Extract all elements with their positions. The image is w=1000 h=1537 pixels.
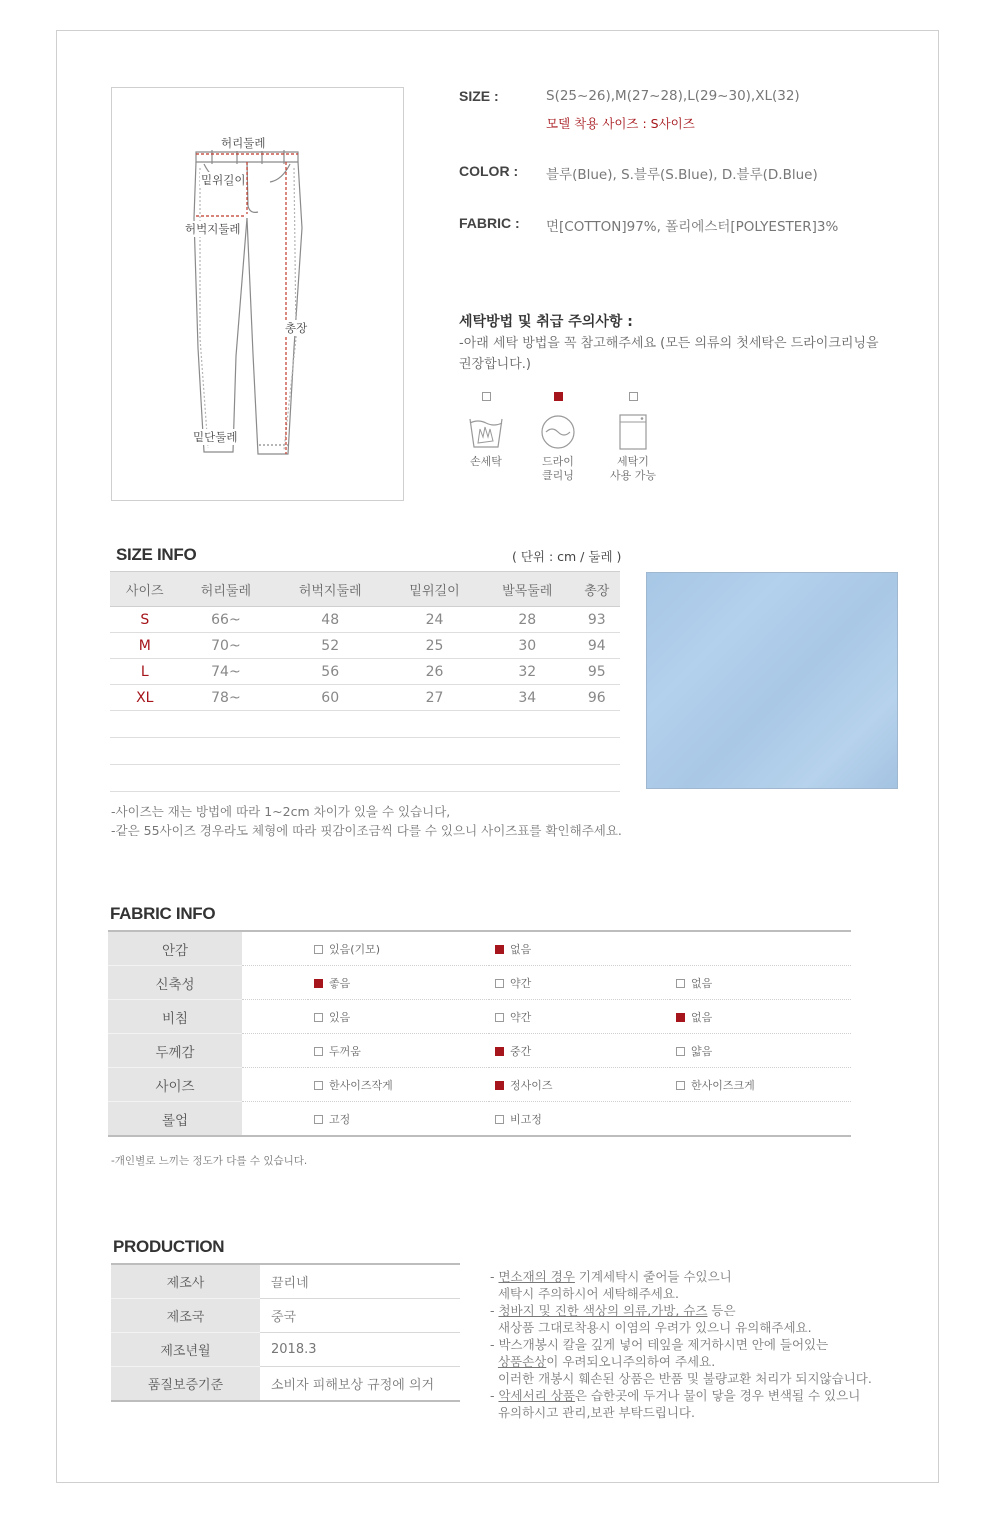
- fabric-row: [108, 1000, 851, 1034]
- care-item-washing-machine: 세탁기 사용 가능: [593, 392, 673, 483]
- production-label: 제조사: [111, 1264, 260, 1299]
- production-note-line: 새상품 그대로착용시 이염의 우려가 있으니 유의해주세요.: [497, 1320, 812, 1335]
- option-checkbox: [495, 1115, 504, 1124]
- table-row-empty: [110, 738, 620, 765]
- fabric-row: [108, 931, 851, 966]
- fabric-value: 면[COTTON]97%, 폴리에스터[POLYESTER]3%: [546, 219, 839, 235]
- fabric-option: 얇음: [670, 1034, 851, 1068]
- production-row: [111, 1367, 460, 1402]
- production-value: 2018.3: [260, 1333, 460, 1367]
- table-cell: 60: [272, 685, 388, 711]
- fabric-option: 한사이즈크게: [670, 1068, 851, 1102]
- fabric-option: 있음(기모): [308, 931, 489, 966]
- production-label: 제조국: [111, 1299, 260, 1333]
- production-label: 품질보증기준: [111, 1367, 260, 1402]
- header-cell: 총장: [574, 572, 620, 607]
- production-note-line: - 박스개봉시 칼을 깊게 넣어 테잎을 제거하시면 안에 들어있는: [490, 1337, 829, 1352]
- production-value: 중국: [260, 1299, 460, 1333]
- fabric-row-label: 비침: [108, 1000, 242, 1034]
- table-cell: 74~: [180, 659, 273, 685]
- option-checkbox-checked: [495, 945, 504, 954]
- header-cell: 사이즈: [110, 572, 180, 607]
- production-value: 소비자 피해보상 규정에 의거: [271, 1378, 435, 1393]
- table-cell: 70~: [180, 633, 273, 659]
- size-table: [110, 571, 620, 792]
- production-value: 끌리네: [260, 1264, 460, 1299]
- production-note-line: 이러한 개봉시 훼손된 상품은 반품 및 불량교환 처리가 되지않습니다.: [497, 1371, 872, 1386]
- care-description: -아래 세탁 방법을 꼭 참고해주세요 (모든 의류의 첫세탁은 드라이크리닝을 권장합니다.): [459, 336, 879, 372]
- table-cell: 95: [574, 659, 620, 685]
- table-cell: 25: [388, 633, 481, 659]
- header-cell: 밑위길이: [388, 572, 481, 607]
- fabric-row-label: 안감: [108, 931, 242, 966]
- hem-label: 밑단둘레: [193, 430, 238, 444]
- fabric-row-label: 신축성: [108, 966, 242, 1000]
- table-cell: 28: [481, 607, 574, 633]
- fabric-row: [108, 1068, 851, 1102]
- waist-label: 허리둘레: [221, 136, 266, 150]
- production-note-line: 상품손상이 우려되오니주의하여 주세요.: [497, 1354, 716, 1369]
- option-checkbox: [314, 1115, 323, 1124]
- table-cell: 78~: [180, 685, 273, 711]
- fabric-row: [108, 966, 851, 1000]
- header-cell: 허리둘레: [180, 572, 273, 607]
- care-checkbox-checked: [554, 392, 563, 401]
- care-item-hand-wash: [446, 392, 526, 469]
- care-title: 세탁방법 및 취급 주의사항 :: [459, 314, 633, 330]
- fabric-option: 비고정: [489, 1102, 670, 1137]
- option-checkbox-checked: [676, 1013, 685, 1022]
- fabric-option: 약간: [489, 966, 670, 1000]
- table-cell: 34: [481, 685, 574, 711]
- fabric-swatch-image: [646, 572, 898, 789]
- washing-machine-icon: [613, 413, 653, 451]
- option-checkbox: [676, 1081, 685, 1090]
- length-label: 총장: [285, 321, 308, 335]
- production-note-line: - 악세서리 상품은 습한곳에 두거나 물이 닿을 경우 변색될 수 있으니: [490, 1388, 861, 1403]
- option-checkbox: [676, 1047, 685, 1056]
- fabric-key: FABRIC :: [459, 215, 520, 231]
- fabric-row-label: 두께감: [108, 1034, 242, 1068]
- fabric-info-table: [108, 930, 851, 1137]
- size-key: SIZE :: [459, 88, 499, 104]
- header-cell: 허벅지둘레: [272, 572, 388, 607]
- production-note-line: 세탁시 주의하시어 세탁해주세요.: [497, 1286, 679, 1301]
- color-key: COLOR :: [459, 163, 519, 179]
- table-cell: 27: [388, 685, 481, 711]
- table-row-empty: [110, 711, 620, 738]
- table-cell: 93: [574, 607, 620, 633]
- rise-label: 밑위길이: [201, 173, 246, 187]
- table-row: [110, 633, 620, 659]
- production-label: 제조년월: [111, 1333, 260, 1367]
- size-unit: ( 단위 : cm / 둘레 ): [512, 549, 622, 564]
- table-cell: 24: [388, 607, 481, 633]
- option-checkbox: [314, 1081, 323, 1090]
- option-checkbox: [676, 979, 685, 988]
- care-label: 세탁기: [617, 455, 649, 468]
- fabric-option: 정사이즈: [489, 1068, 670, 1102]
- table-row: [110, 659, 620, 685]
- option-checkbox-checked: [314, 979, 323, 988]
- dry-clean-icon: [538, 413, 578, 451]
- size-table-header: [110, 572, 620, 607]
- fabric-option: 없음: [670, 966, 851, 1000]
- production-note-line: - 청바지 및 진한 색상의 의류,가방, 슈즈 등은: [490, 1303, 736, 1318]
- fabric-row-label: 사이즈: [108, 1068, 242, 1102]
- production-note-line: - 면소재의 경우 기계세탁시 줄어들 수있으니: [490, 1269, 732, 1284]
- production-row: [111, 1264, 460, 1299]
- fabric-row-label: 롤업: [108, 1102, 242, 1137]
- fabric-option: 고정: [308, 1102, 489, 1137]
- care-label: 드라이: [542, 455, 574, 468]
- size-cell: S: [110, 607, 180, 633]
- production-table: [111, 1263, 460, 1402]
- table-cell: 96: [574, 685, 620, 711]
- production-row: [111, 1333, 460, 1367]
- option-checkbox: [495, 979, 504, 988]
- table-cell: 66~: [180, 607, 273, 633]
- model-size: 모델 착용 사이즈 : S사이즈: [546, 116, 695, 131]
- fabric-info-title: FABRIC INFO: [110, 904, 216, 923]
- table-cell: 52: [272, 633, 388, 659]
- production-row: [111, 1299, 460, 1333]
- table-row-empty: [110, 765, 620, 792]
- care-checkbox: [482, 392, 491, 401]
- fabric-option: 한사이즈작게: [308, 1068, 489, 1102]
- care-label: 손세탁: [470, 455, 502, 468]
- size-cell: L: [110, 659, 180, 685]
- option-checkbox-checked: [495, 1047, 504, 1056]
- care-item-dry-clean: 드라이 클리닝: [518, 392, 598, 483]
- production-title: PRODUCTION: [113, 1237, 225, 1256]
- option-checkbox: [495, 1013, 504, 1022]
- fabric-option: 두꺼움: [308, 1034, 489, 1068]
- table-row: [110, 607, 620, 633]
- size-note: -사이즈는 재는 방법에 따라 1~2cm 차이가 있을 수 있습니다,: [111, 804, 451, 819]
- header-cell: 발목둘레: [481, 572, 574, 607]
- size-note: -같은 55사이즈 경우라도 체형에 따라 핏감이조금씩 다를 수 있으니 사이즈표를 확인해주세요.: [111, 823, 622, 838]
- fabric-row: [108, 1034, 851, 1068]
- table-cell: 94: [574, 633, 620, 659]
- option-checkbox-checked: [495, 1081, 504, 1090]
- fabric-option: 중간: [489, 1034, 670, 1068]
- table-cell: 32: [481, 659, 574, 685]
- size-cell: M: [110, 633, 180, 659]
- table-cell: 26: [388, 659, 481, 685]
- fabric-option: 좋음: [308, 966, 489, 1000]
- fabric-row: [108, 1102, 851, 1137]
- fabric-option: 없음: [489, 931, 670, 966]
- fabric-option: 있음: [308, 1000, 489, 1034]
- hand-wash-icon: [466, 413, 506, 451]
- option-checkbox: [314, 1013, 323, 1022]
- fabric-note: -개인별로 느끼는 정도가 다를 수 있습니다.: [111, 1155, 308, 1167]
- production-notes: [490, 1268, 910, 1421]
- production-note-line: 유의하시고 관리,보관 부탁드립니다.: [497, 1405, 695, 1420]
- size-value: S(25~26),M(27~28),L(29~30),XL(32): [546, 88, 800, 104]
- option-checkbox: [314, 945, 323, 954]
- color-value: 블루(Blue), S.블루(S.Blue), D.블루(D.Blue): [546, 167, 818, 183]
- table-cell: 56: [272, 659, 388, 685]
- table-cell: 48: [272, 607, 388, 633]
- fabric-option: 약간: [489, 1000, 670, 1034]
- table-cell: 30: [481, 633, 574, 659]
- size-cell: XL: [110, 685, 180, 711]
- thigh-label: 허벅지둘레: [185, 222, 241, 236]
- option-checkbox: [314, 1047, 323, 1056]
- size-info-title: SIZE INFO: [116, 545, 197, 564]
- fabric-option: 없음: [670, 1000, 851, 1034]
- table-row: [110, 685, 620, 711]
- care-checkbox: [629, 392, 638, 401]
- pants-diagram: [111, 87, 404, 501]
